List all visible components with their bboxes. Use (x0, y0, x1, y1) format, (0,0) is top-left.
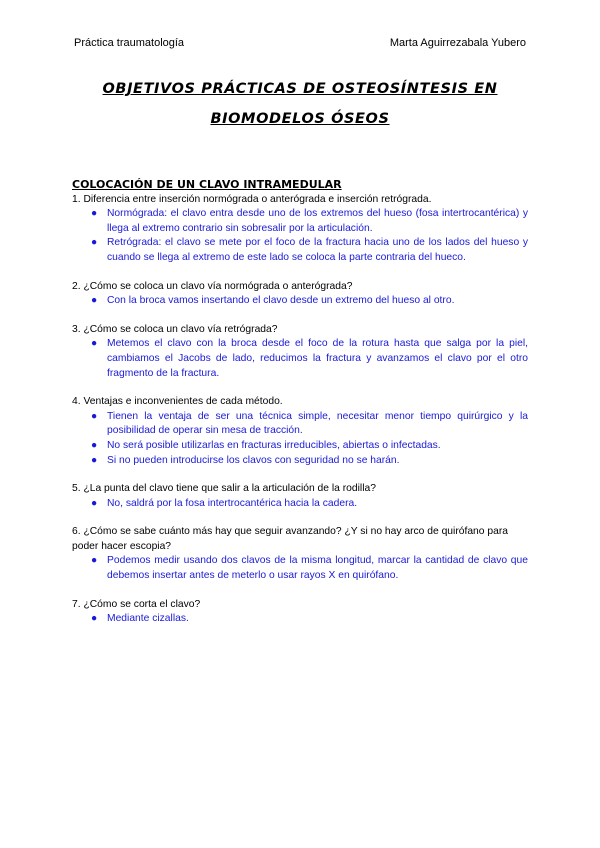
answer-text: Si no pueden introducirse los clavos con seguridad no se harán. (107, 454, 400, 466)
question-text: 3. ¿Cómo se coloca un clavo vía retrógrada? (72, 323, 278, 335)
answer-item (72, 236, 528, 265)
question-text: 6. ¿Cómo se sabe cuánto más hay que seguir avanzando? ¿Y si no hay arco de quirófano para poder hacer escopia? (72, 526, 508, 552)
answer-item (72, 294, 528, 309)
question-block (72, 323, 528, 381)
answer-text: Metemos el clavo con la broca desde el foco de la rotura hasta que salga por la piel, cambiamos el Jacobs de lado, reducimos la fractura y avanzamos el clavo por el otro fragmento de la fractura. (107, 338, 528, 379)
answer-item (72, 454, 528, 469)
question-text: 4. Ventajas e inconvenientes de cada método. (72, 396, 283, 408)
document-title-line-1: OBJETIVOS PRÁCTICAS DE OSTEOSÍNTESIS EN (102, 81, 498, 97)
section-heading: COLOCACIÓN DE UN CLAVO INTRAMEDULAR (72, 178, 342, 191)
bullet-icon: ● (91, 555, 98, 567)
answer-item (72, 497, 528, 512)
answer-list (72, 612, 528, 627)
document-title-line-2: BIOMODELOS ÓSEOS (210, 111, 390, 127)
answer-text: Mediante cizallas. (107, 613, 189, 625)
answer-item (72, 337, 528, 381)
answer-item (72, 439, 528, 454)
answer-text: Normógrada: el clavo entra desde uno de los extremos del hueso (fosa intertrocantérica) y llega al extremo contrario sin sobresalir por la articulación. (107, 208, 528, 234)
bullet-icon: ● (91, 410, 98, 422)
question-text: 7. ¿Cómo se corta el clavo? (72, 598, 201, 610)
bullet-icon: ● (91, 454, 98, 466)
answer-text: Con la broca vamos insertando el clavo desde un extremo del hueso al otro. (107, 295, 455, 307)
answer-item (72, 207, 528, 236)
answer-item (72, 612, 528, 627)
answer-list (72, 497, 528, 512)
question-text: 1. Diferencia entre inserción normógrada o anterógrada e inserción retrógrada. (72, 193, 432, 205)
question-block (72, 598, 528, 627)
question-block (72, 482, 528, 511)
answer-list (72, 410, 528, 468)
answer-text: Retrógrada: el clavo se mete por el foco de la fractura hacia uno de los lados del hueso y cuando se llega al extremo de este lado se coloca la parte contraria del hueco. (107, 237, 528, 263)
bullet-icon: ● (91, 497, 98, 509)
question-block (72, 395, 528, 468)
question-text: 5. ¿La punta del clavo tiene que salir a la articulación de la rodilla? (72, 483, 376, 495)
answer-item (72, 410, 528, 439)
answer-list (72, 294, 528, 309)
answer-item (72, 554, 528, 583)
question-block (72, 525, 528, 583)
question-block (72, 193, 528, 266)
bullet-icon: ● (91, 439, 98, 451)
answer-list (72, 337, 528, 381)
bullet-icon: ● (91, 613, 98, 625)
answer-text: Tienen la ventaja de ser una técnica simple, necesitar menor tiempo quirúrgico y la posibilidad de operar sin mesa de tracción. (107, 410, 528, 437)
bullet-icon: ● (91, 338, 98, 350)
answer-list (72, 554, 528, 583)
question-block (72, 280, 528, 309)
document-body (72, 178, 528, 641)
question-list (72, 193, 528, 627)
header-course: Práctica traumatología (74, 37, 185, 49)
answer-text: No será posible utilizarlas en fracturas irreducibles, abiertas o infectadas. (107, 439, 441, 451)
question-text: 2. ¿Cómo se coloca un clavo vía normógrada o anterógrada? (72, 280, 353, 292)
answer-text: No, saldrá por la fosa intertrocantérica hacia la cadera. (107, 497, 358, 509)
answer-text: Podemos medir usando dos clavos de la misma longitud, marcar la cantidad de clavo que debemos insertar antes de meterlo o usar rayos X en quirófano. (107, 555, 528, 582)
header-author: Marta Aguirrezabala Yubero (389, 37, 526, 49)
bullet-icon: ● (91, 208, 98, 220)
bullet-icon: ● (91, 237, 98, 249)
bullet-icon: ● (91, 295, 98, 307)
answer-list (72, 207, 528, 265)
